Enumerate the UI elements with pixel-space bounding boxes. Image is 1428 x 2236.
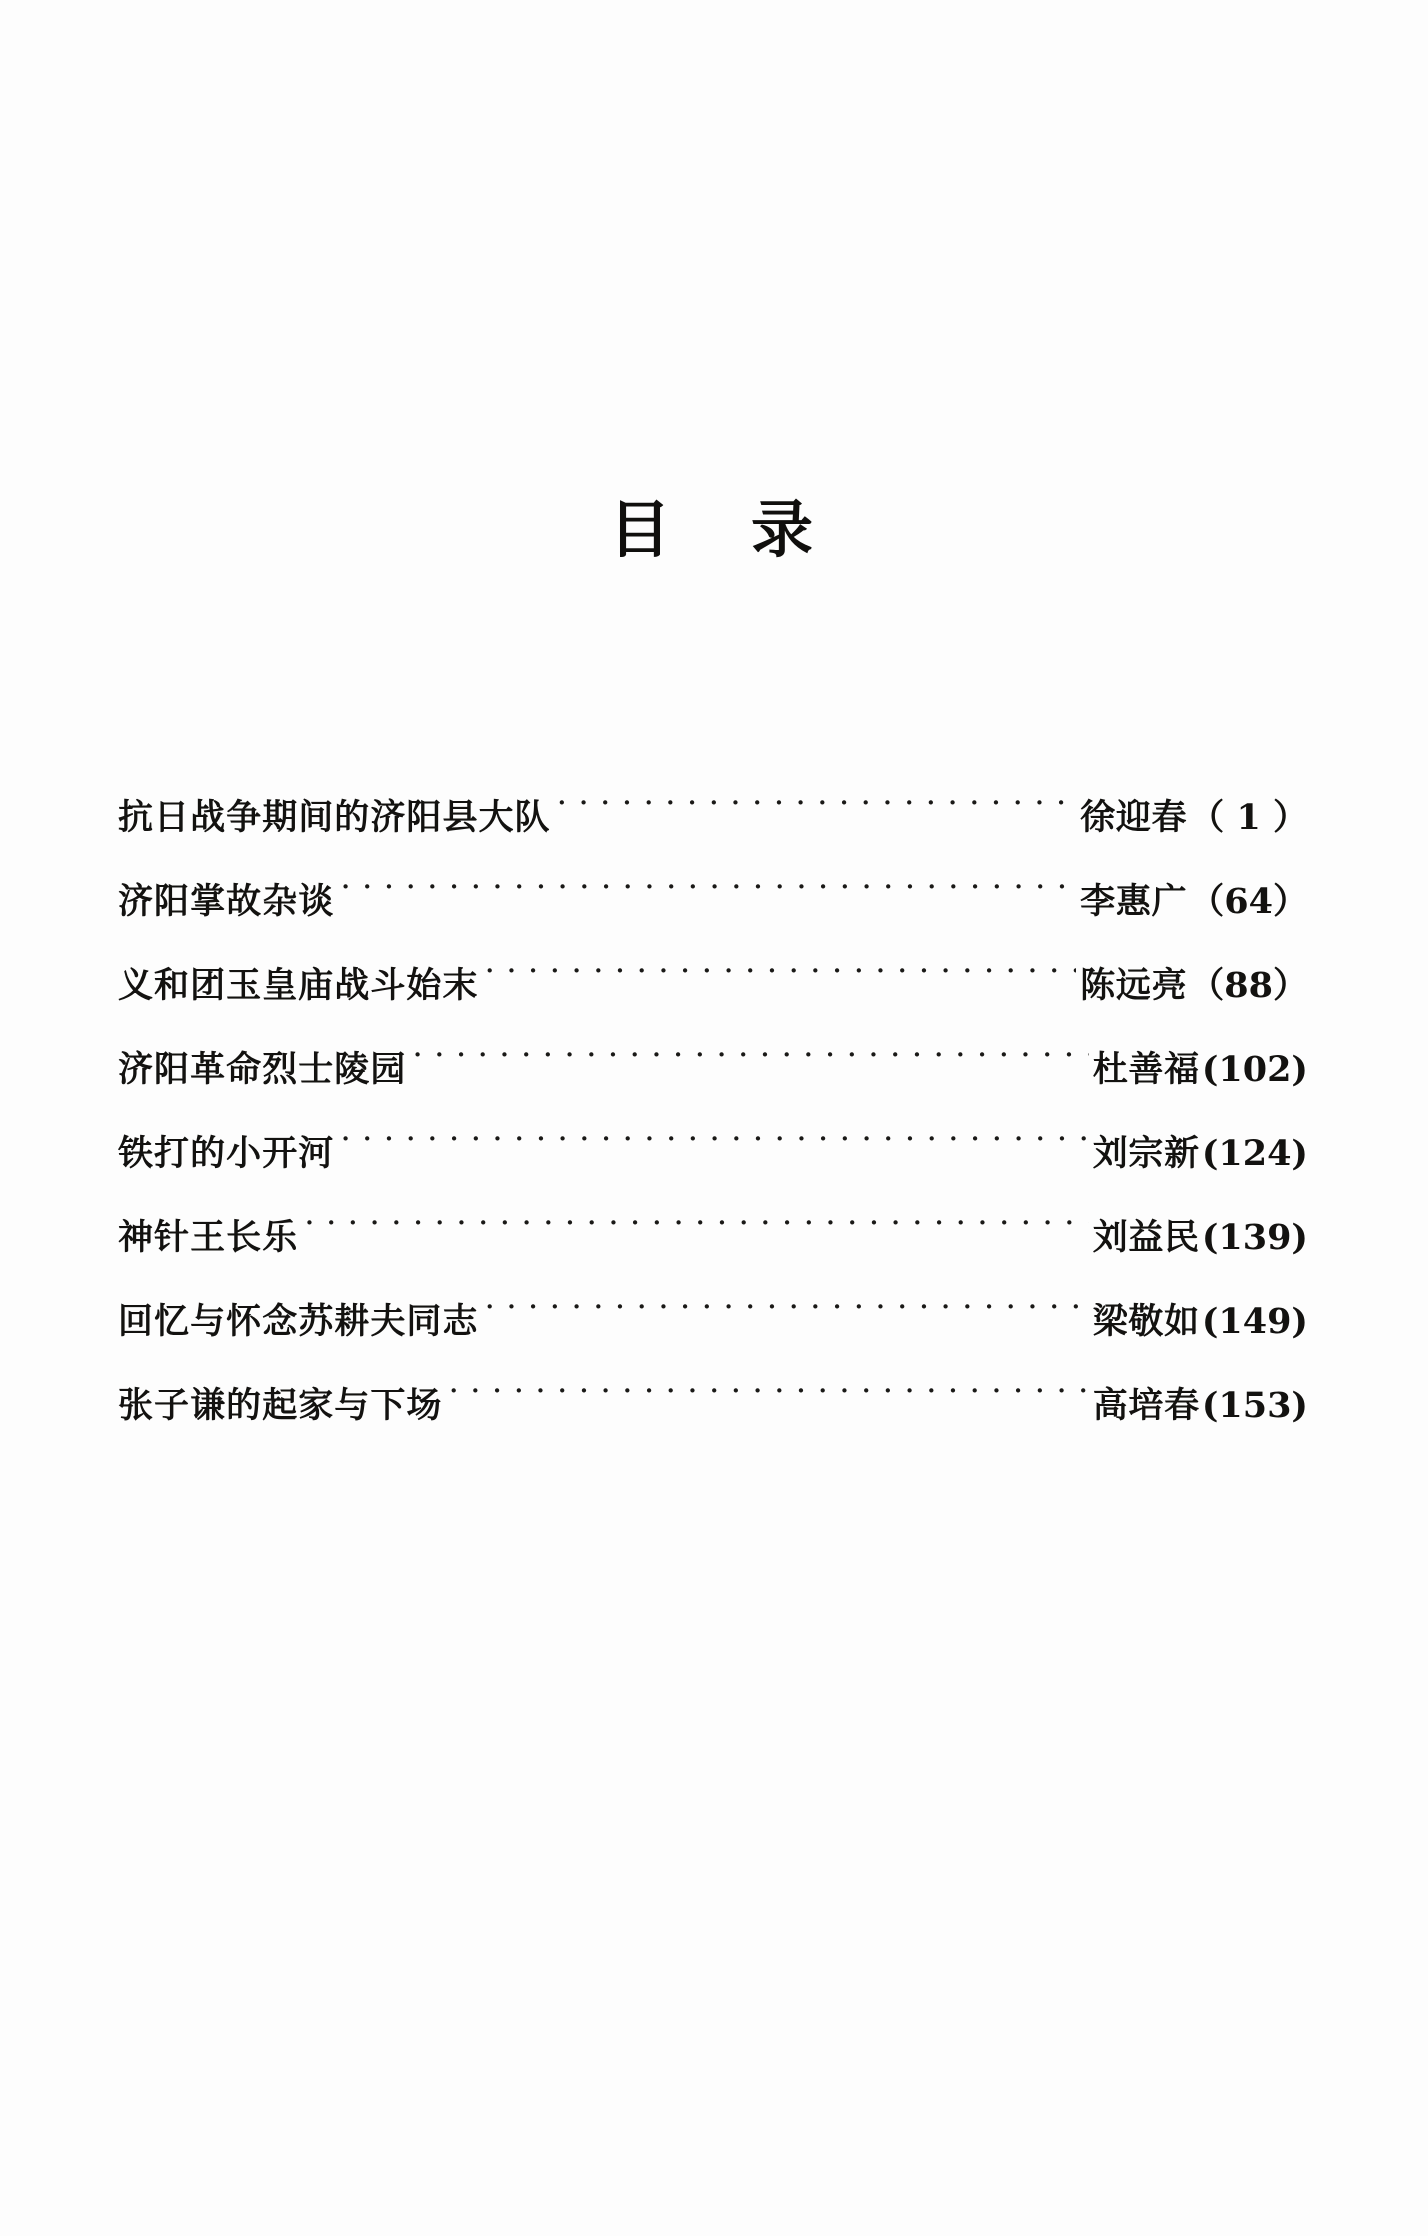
toc-entry-author: 刘益民	[1092, 1217, 1200, 1258]
page-title-char-2: 录	[751, 493, 820, 566]
toc-entry[interactable]	[118, 958, 1308, 1042]
toc-entry-page: (124)	[1201, 1133, 1308, 1174]
leader-dots	[340, 1131, 1088, 1165]
table-of-contents	[118, 790, 1308, 1462]
toc-entry-page: （ 1 ）	[1189, 797, 1308, 838]
toc-entry-author: 梁敬如	[1092, 1301, 1200, 1342]
toc-entry-title: 张子谦的起家与下场	[118, 1385, 443, 1426]
toc-entry[interactable]	[118, 1378, 1308, 1462]
toc-entry-page: (102)	[1201, 1049, 1308, 1090]
toc-entry-title: 济阳掌故杂谈	[118, 881, 335, 922]
leader-dots	[485, 963, 1077, 997]
toc-entry-title: 铁打的小开河	[118, 1133, 335, 1174]
leader-dots	[448, 1383, 1088, 1417]
toc-entry-page: (139)	[1201, 1217, 1308, 1258]
page-title	[0, 480, 1428, 569]
leader-dots	[557, 795, 1077, 829]
toc-entry[interactable]	[118, 1210, 1308, 1294]
toc-entry-title: 回忆与怀念苏耕夫同志	[118, 1301, 479, 1342]
toc-entry-title: 抗日战争期间的济阳县大队	[118, 797, 551, 838]
toc-entry[interactable]	[118, 1126, 1308, 1210]
toc-entry-page: (153)	[1201, 1385, 1308, 1426]
leader-dots	[340, 879, 1076, 913]
toc-entry-author: 徐迎春	[1080, 797, 1188, 838]
toc-entry-author: 杜善福	[1092, 1049, 1200, 1090]
toc-entry-title: 济阳革命烈士陵园	[118, 1049, 407, 1090]
toc-entry[interactable]	[118, 790, 1308, 874]
toc-entry-page: （88）	[1189, 965, 1308, 1006]
toc-entry-page: (149)	[1201, 1301, 1308, 1342]
toc-entry[interactable]	[118, 874, 1308, 958]
toc-entry[interactable]	[118, 1042, 1308, 1126]
toc-entry-title: 义和团玉皇庙战斗始末	[118, 965, 479, 1006]
toc-entry-page: （64）	[1189, 881, 1308, 922]
toc-entry-title: 神针王长乐	[118, 1217, 299, 1258]
page-title-char-1: 目	[608, 493, 677, 566]
leader-dots	[412, 1047, 1088, 1081]
toc-entry-author: 李惠广	[1080, 881, 1188, 922]
toc-entry[interactable]	[118, 1294, 1308, 1378]
toc-entry-author: 陈远亮	[1080, 965, 1188, 1006]
leader-dots	[304, 1215, 1088, 1249]
leader-dots	[485, 1299, 1089, 1333]
toc-entry-author: 刘宗新	[1092, 1133, 1200, 1174]
toc-entry-author: 高培春	[1092, 1385, 1200, 1426]
